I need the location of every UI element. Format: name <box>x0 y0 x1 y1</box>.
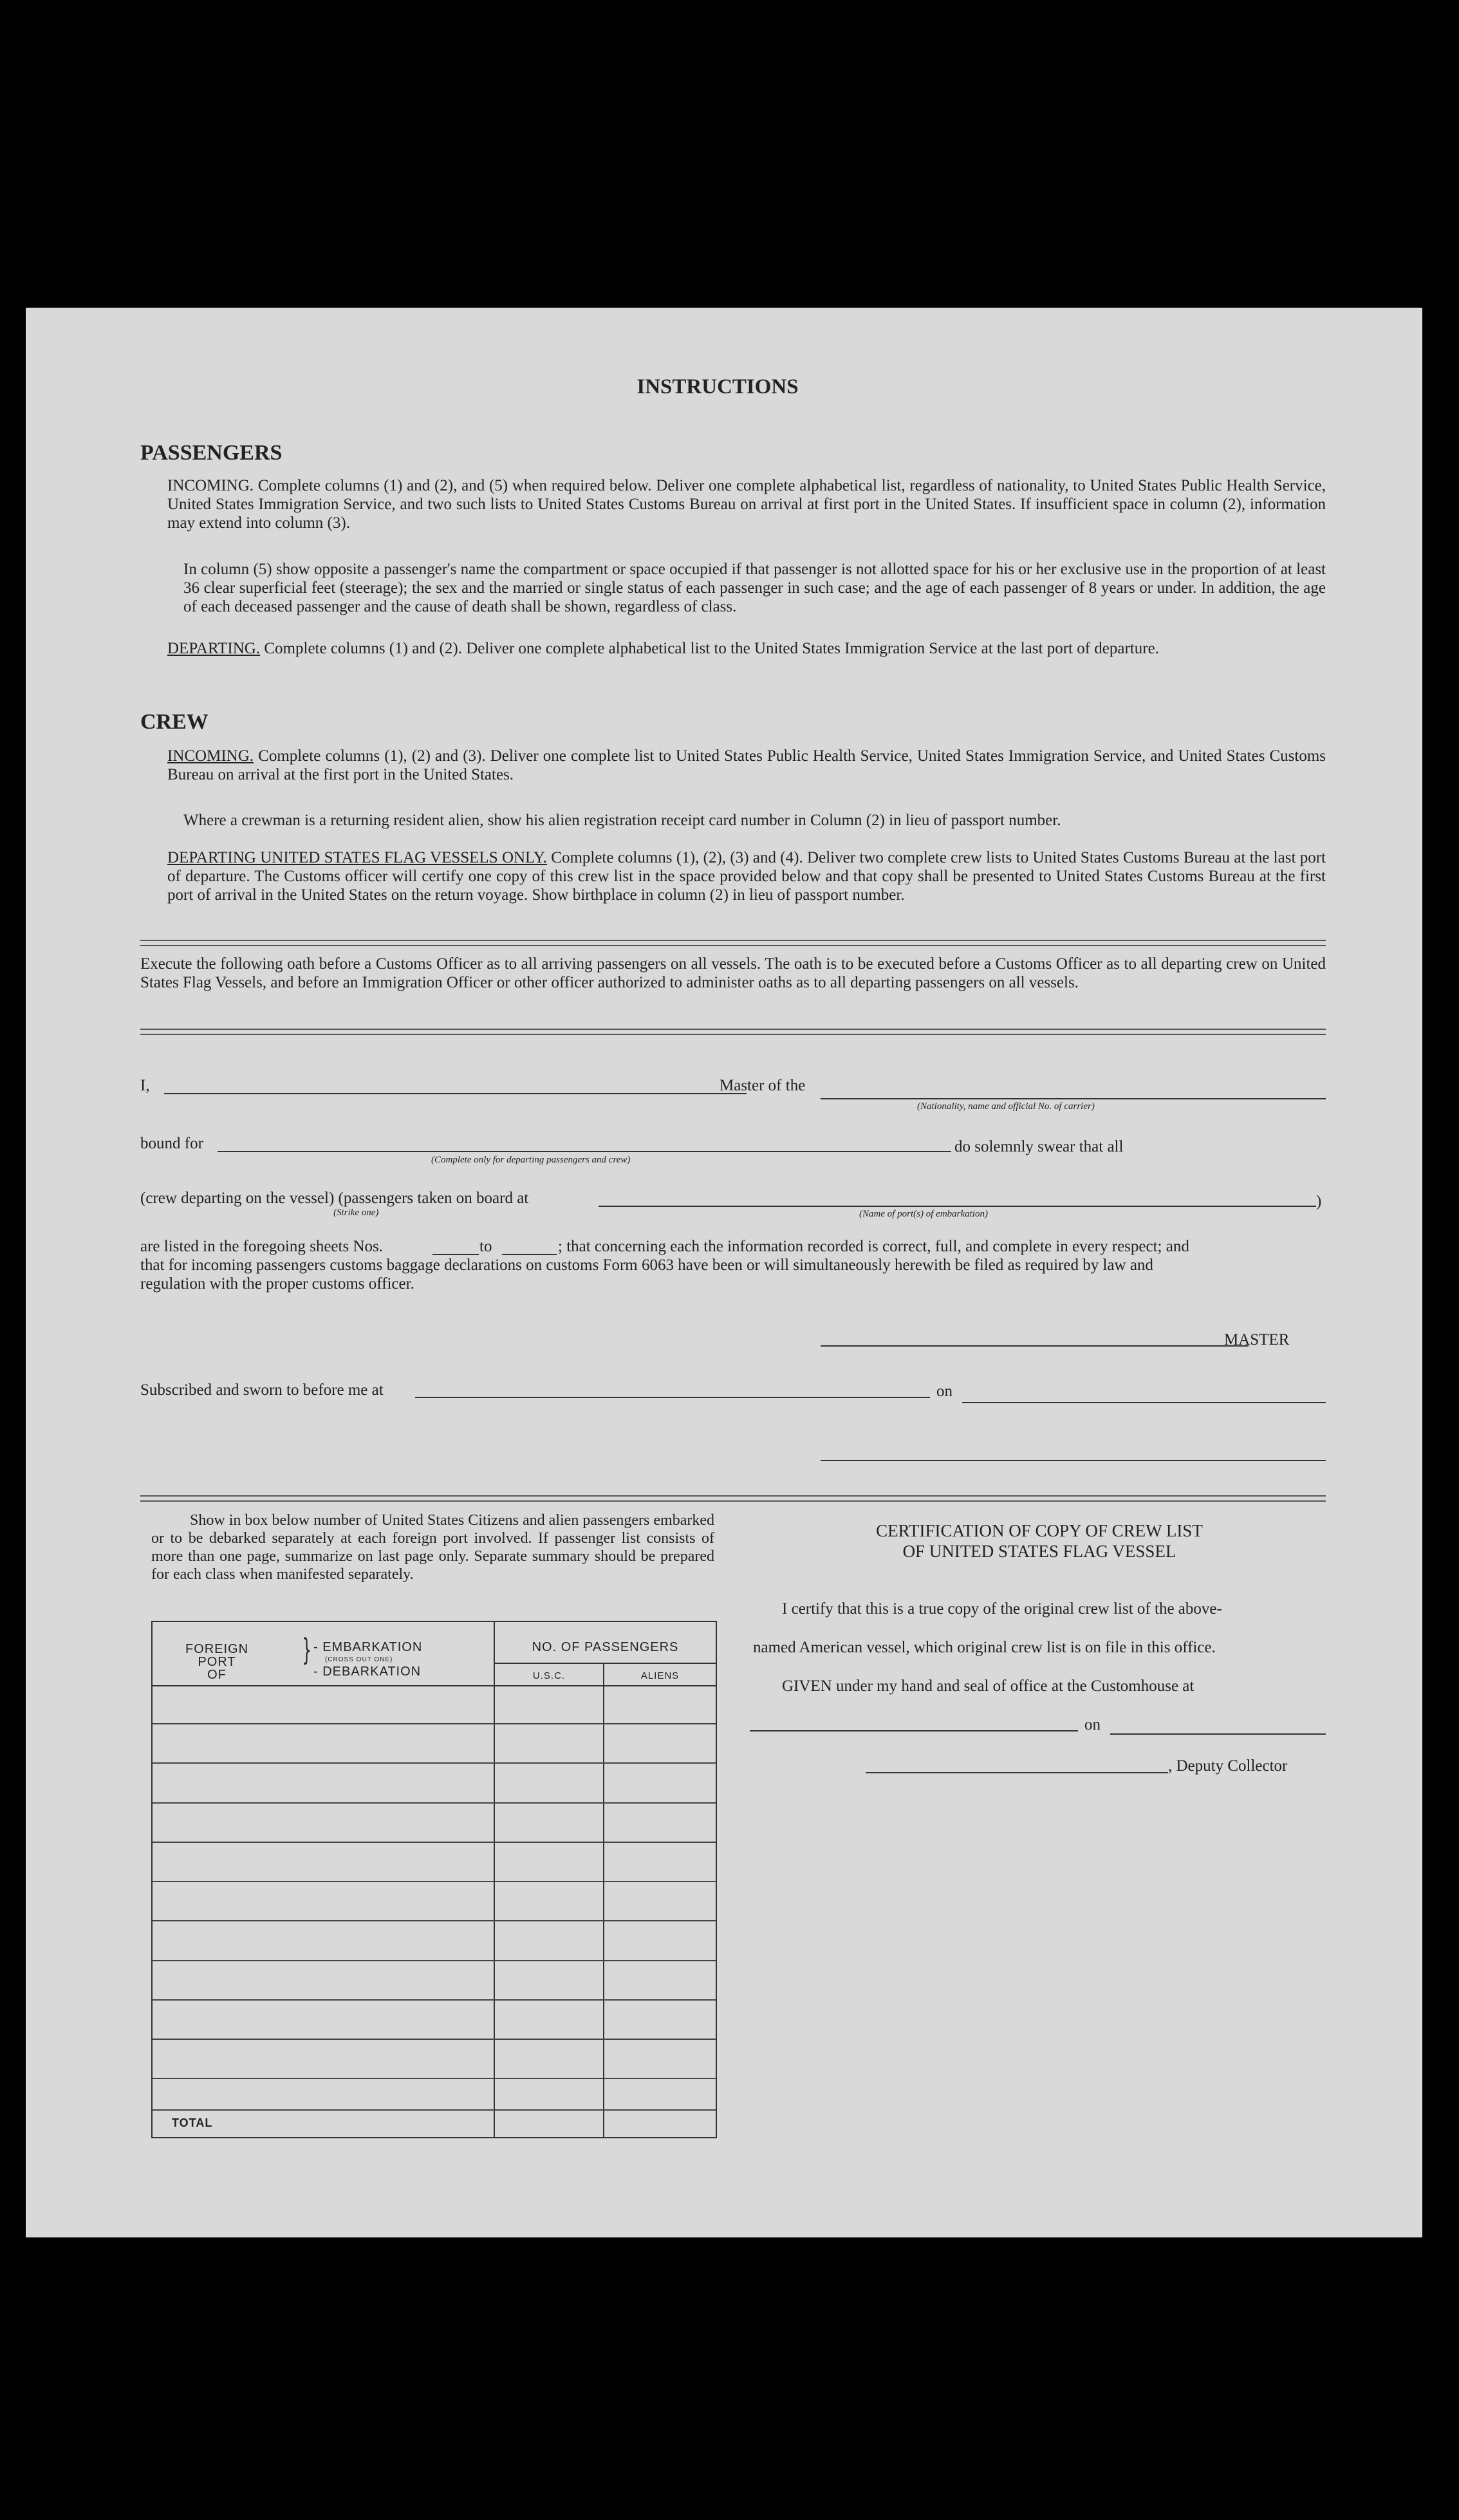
divider <box>140 1495 1326 1502</box>
table-row[interactable] <box>153 2109 716 2111</box>
listed-rest-2: that for incoming passengers customs baggage declarations on customs Form 6063 have been or will simultaneously herewith be filed as required by law and <box>140 1256 1153 1274</box>
deputy-collector-label: , Deputy Collector <box>1168 1757 1288 1775</box>
no-of-passengers-label: NO. OF PASSENGERS <box>532 1640 679 1654</box>
table-row[interactable] <box>153 1762 716 1764</box>
table-rule <box>153 1685 716 1686</box>
master-label: MASTER <box>1224 1331 1290 1349</box>
strike-caption: (Strike one) <box>333 1208 379 1218</box>
port-label: PORT <box>198 1655 236 1669</box>
crew-departing-label: DEPARTING UNITED STATES FLAG VESSELS ONLY. <box>167 849 547 866</box>
master-name-field[interactable] <box>164 1093 747 1094</box>
to-label: to <box>479 1238 492 1255</box>
table-row[interactable] <box>153 1960 716 1961</box>
brace-symbol: } <box>302 1632 311 1667</box>
table-row[interactable] <box>153 2078 716 2079</box>
divider <box>140 1029 1326 1035</box>
of-label: OF <box>207 1668 227 1682</box>
oath-i-label: I, <box>140 1077 150 1094</box>
table-row[interactable] <box>153 1842 716 1843</box>
carrier-caption: (Nationality, name and official No. of carrier) <box>917 1101 1095 1112</box>
crew-departing-paragraph <box>167 848 1326 904</box>
table-row[interactable] <box>153 2039 716 2040</box>
crew-incoming-label: INCOMING. <box>167 747 254 765</box>
given-line: GIVEN under my hand and seal of office at the Customhouse at <box>782 1677 1194 1695</box>
foreign-label: FOREIGN <box>185 1642 249 1656</box>
sheet-to-field[interactable] <box>502 1254 557 1255</box>
crew-resident-paragraph: Where a crewman is a returning resident alien, show his alien registration receipt card number in Column (2) in lieu of passport number. <box>183 812 1061 829</box>
passengers-heading: PASSENGERS <box>140 441 283 465</box>
carrier-field[interactable] <box>821 1098 1326 1099</box>
bound-for-label: bound for <box>140 1135 203 1152</box>
passengers-departing-label: DEPARTING. <box>167 640 261 657</box>
total-label: TOTAL <box>172 2116 213 2129</box>
sworn-on-label: on <box>936 1383 953 1400</box>
passengers-incoming-paragraph <box>167 476 1326 532</box>
form-sheet <box>26 308 1422 2237</box>
passengers-column5-paragraph: In column (5) show opposite a passenger's name the compartment or space occupied if that passenger is not allotted space for his or her exclusive use in the proportion of at least 36 clear superficial feet (steerage); the sex and the married or single status of each passenger in such case; and the age of each passenger of 8 years or under. In addition, the age of each deceased passenger and the cause of death shall be shown, regardless of class. <box>183 561 1326 615</box>
crew-departing-text: Complete columns (1), (2), (3) and (4). Deliver two complete crew lists to United States Customs Bureau at the last port of departure. The Customs officer will certify one copy of this crew list in the space provided below and that copy shall be presented to United States Customs Bureau at the first port of arrival in the United States on the return voyage. Show birthplace in column (2) in lieu of passport number. <box>167 849 1326 904</box>
usc-label: U.S.C. <box>532 1670 566 1681</box>
sworn-place-field[interactable] <box>415 1397 930 1398</box>
crew-incoming-paragraph <box>167 747 1326 784</box>
passengers-departing-text: Complete columns (1) and (2). Deliver one complete alphabetical list to the United States Immigration Service at the last port of departure. <box>264 640 1159 657</box>
oath-intro: Execute the following oath before a Customs Officer as to all arriving passengers on all vessels. The oath is to be executed before a Customs Officer as to all departing crew on United States Flag Vessels, and before an Immigration Officer or other officer authorized to administer oaths as to all departing passengers on all vessels. <box>140 955 1326 991</box>
passengers-incoming-text: Complete columns (1) and (2), and (5) when required below. Deliver one complete alphabetical list, regardless of nationality, to United States Public Health Service, United States Immigration Service, and two such lists to United States Customs Bureau on arrival at first port in the United States. If insufficient space in column (2), information may extend into column (3). <box>167 477 1326 532</box>
master-signature-field[interactable] <box>821 1345 1249 1347</box>
certification-title-1: CERTIFICATION OF COPY OF CREW LIST <box>876 1521 1203 1540</box>
page-title: INSTRUCTIONS <box>637 375 799 398</box>
sworn-date-field[interactable] <box>962 1402 1326 1403</box>
table-row[interactable] <box>153 1920 716 1921</box>
passengers-incoming-label: INCOMING. <box>167 477 254 494</box>
embarkation-port-field[interactable] <box>599 1206 1316 1207</box>
sheet-from-field[interactable] <box>432 1254 479 1255</box>
table-row[interactable] <box>153 1881 716 1882</box>
close-paren: ) <box>1316 1193 1322 1210</box>
table-row[interactable] <box>153 1723 716 1724</box>
debarkation-label: - DEBARKATION <box>313 1665 422 1679</box>
crew-incoming-text: Complete columns (1), (2) and (3). Deliver one complete list to United States Public Health Service, United States Immigration Service, and United States Customs Bureau on arrival at the first port in the United States. <box>167 747 1326 783</box>
cross-out-label: (CROSS OUT ONE) <box>325 1656 393 1663</box>
aliens-label: ALIENS <box>640 1670 680 1681</box>
certification-date-field[interactable] <box>1110 1733 1326 1735</box>
summary-instructions: Show in box below number of United States Citizens and alien passengers embarked or to be debarked separately at each foreign port involved. If passenger list consists of more than one page, summarize on last page only. Separate summary should be prepared for each class when manifested separately. <box>151 1512 714 1583</box>
table-column-divider <box>603 1663 604 2137</box>
passenger-summary-table <box>151 1621 717 2138</box>
bound-for-caption: (Complete only for departing passengers and crew) <box>431 1155 631 1165</box>
certify-line-2: named American vessel, which original crew list is on file in this office. <box>753 1639 1216 1656</box>
listed-rest-1: ; that concerning each the information recorded is correct, full, and complete in every respect; and <box>558 1238 1189 1255</box>
crew-passengers-label: (crew departing on the vessel) (passengers taken on board at <box>140 1190 529 1207</box>
crew-heading: CREW <box>140 710 209 734</box>
port-caption: (Name of port(s) of embarkation) <box>859 1209 988 1219</box>
foreign-port-of-label <box>165 1643 268 1681</box>
passengers-departing-paragraph <box>167 639 1326 658</box>
master-of-label: Master of the <box>720 1077 806 1094</box>
customhouse-field[interactable] <box>750 1730 1078 1731</box>
table-row[interactable] <box>153 1802 716 1804</box>
embarkation-label: - EMBARKATION <box>313 1640 423 1654</box>
officer-signature-field[interactable] <box>821 1460 1326 1461</box>
divider <box>140 940 1326 946</box>
certification-on-label: on <box>1084 1716 1101 1733</box>
listed-label: are listed in the foregoing sheets Nos. <box>140 1238 383 1255</box>
table-row[interactable] <box>153 1999 716 2001</box>
certification-title-2: OF UNITED STATES FLAG VESSEL <box>902 1542 1176 1561</box>
bound-for-field[interactable] <box>218 1151 951 1152</box>
table-rule <box>494 1663 716 1664</box>
certify-line-1: I certify that this is a true copy of the original crew list of the above- <box>782 1600 1222 1618</box>
subscribed-label: Subscribed and sworn to before me at <box>140 1381 384 1399</box>
deputy-signature-field[interactable] <box>866 1772 1168 1773</box>
table-column-divider <box>494 1622 495 2137</box>
listed-rest-3: regulation with the proper customs officer. <box>140 1275 414 1293</box>
swear-label: do solemnly swear that all <box>954 1138 1124 1155</box>
